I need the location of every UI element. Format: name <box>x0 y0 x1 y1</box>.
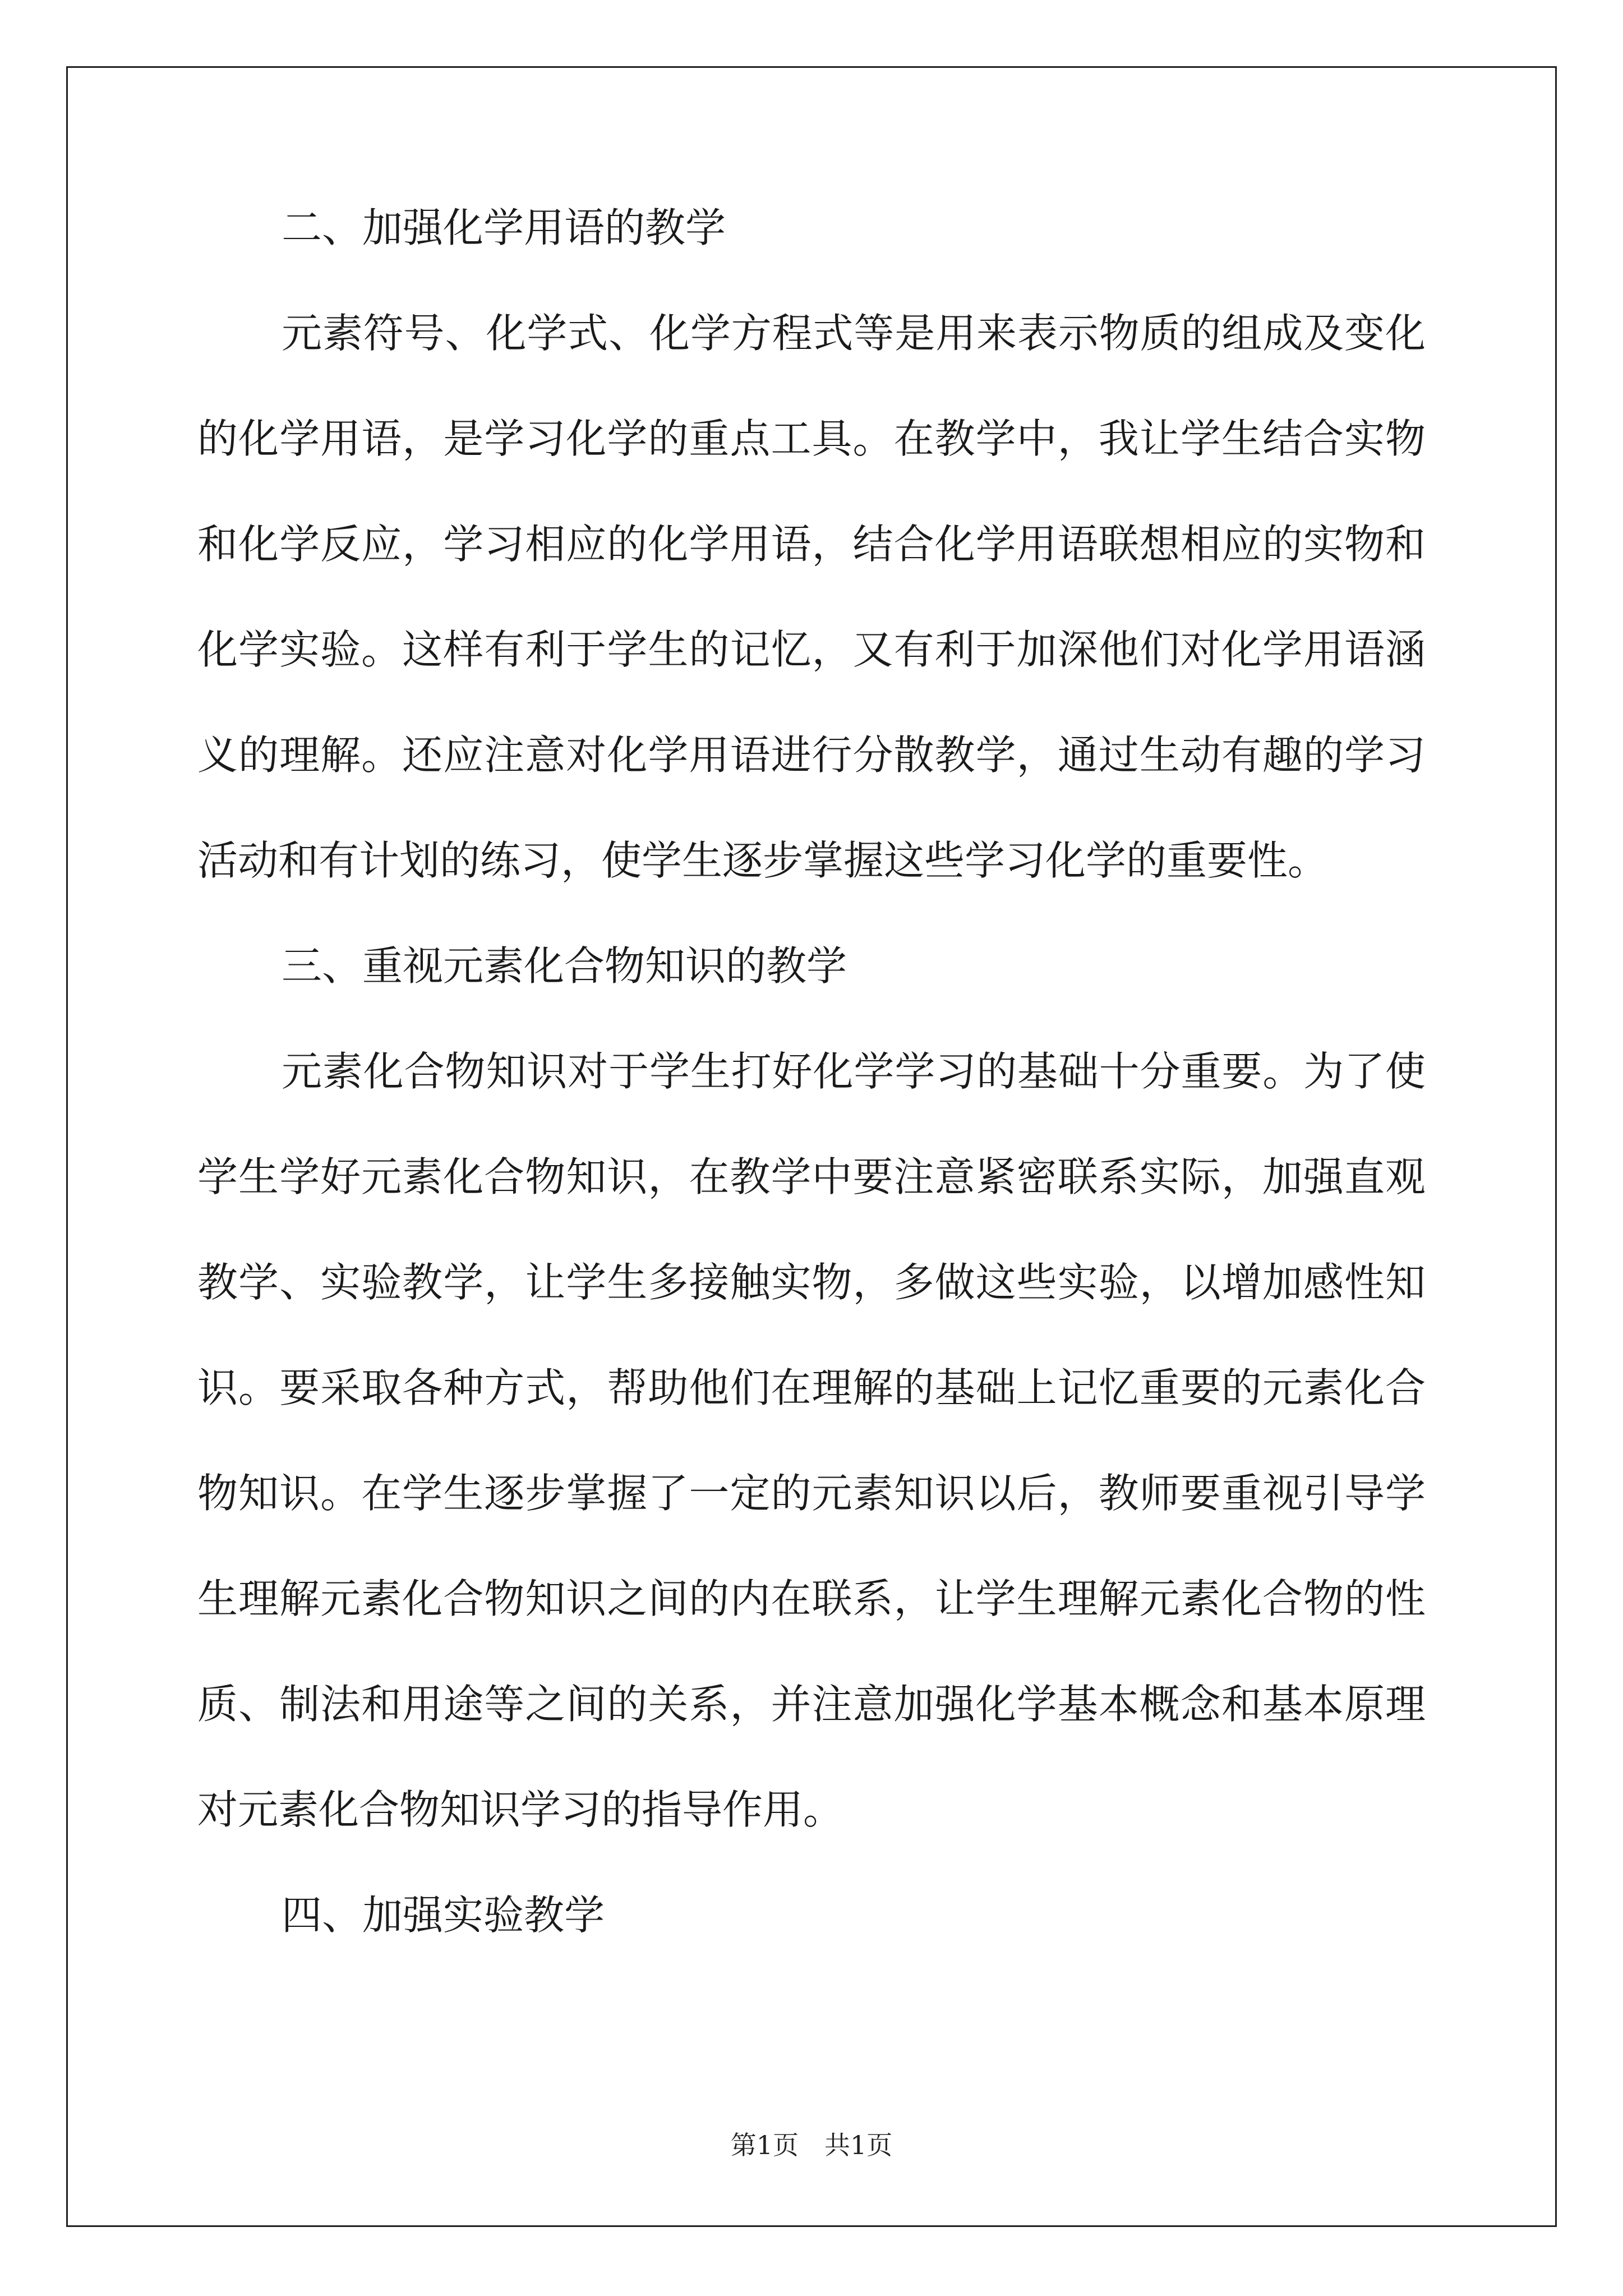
paragraph-line: 对元素化合物知识学习的指导作用。 <box>197 1786 844 1833</box>
heading-section-2: 二、加强化学用语的教学 <box>282 204 726 251</box>
paragraph-line: 义的理解。还应注意对化学用语进行分散教学，通过生动有趣的学习 <box>197 731 1426 779</box>
paragraph-line: 物知识。在学生逐步掌握了一定的元素知识以后，教师要重视引导学 <box>197 1470 1426 1517</box>
heading-section-3: 三、重视元素化合物知识的教学 <box>282 942 847 990</box>
paragraph-line: 的化学用语，是学习化学的重点工具。在教学中，我让学生结合实物 <box>197 415 1426 462</box>
heading-section-4: 四、加强实验教学 <box>282 1892 605 1939</box>
paragraph-line: 教学、实验教学，让学生多接触实物，多做这些实验，以增加感性知 <box>197 1259 1426 1306</box>
document-body <box>197 204 1426 1939</box>
page-number-footer: 第1页 共1页 <box>730 2130 893 2160</box>
paragraph-line: 学生学好元素化合物知识，在教学中要注意紧密联系实际，加强直观 <box>197 1153 1426 1200</box>
paragraph-line: 化学实验。这样有利于学生的记忆，又有利于加深他们对化学用语涵 <box>197 626 1426 673</box>
paragraph-line: 元素化合物知识对于学生打好化学学习的基础十分重要。为了使 <box>282 1048 1426 1095</box>
paragraph-line: 生理解元素化合物知识之间的内在联系，让学生理解元素化合物的性 <box>197 1575 1426 1622</box>
paragraph-line: 质、制法和用途等之间的关系，并注意加强化学基本概念和基本原理 <box>197 1681 1426 1728</box>
paragraph-line: 和化学反应，学习相应的化学用语，结合化学用语联想相应的实物和 <box>197 521 1426 568</box>
paragraph-line: 识。要采取各种方式，帮助他们在理解的基础上记忆重要的元素化合 <box>197 1364 1426 1411</box>
paragraph-line: 活动和有计划的练习，使学生逐步掌握这些学习化学的重要性。 <box>197 837 1329 884</box>
paragraph-line: 元素符号、化学式、化学方程式等是用来表示物质的组成及变化 <box>282 310 1426 357</box>
